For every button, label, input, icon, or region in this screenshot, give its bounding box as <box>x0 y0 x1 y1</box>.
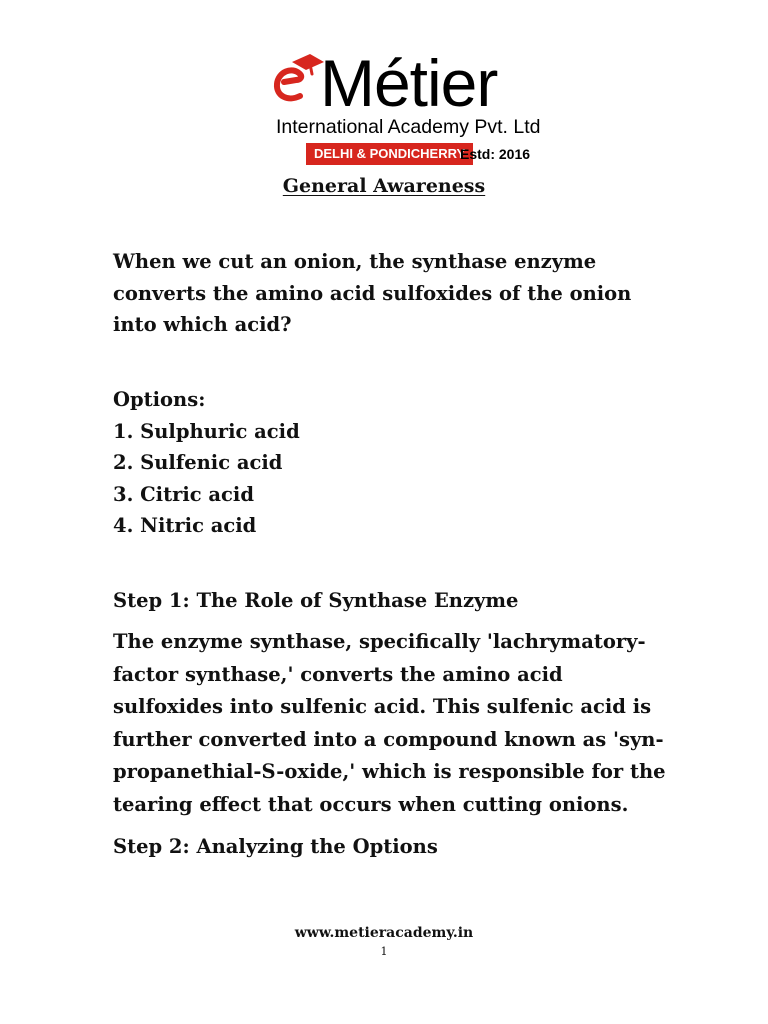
footer-url: www.metieracademy.in <box>294 925 474 941</box>
question-text: When we cut an onion, the synthase enzyme converts the amino acid sulfoxides of the onion into which acid? <box>113 250 632 336</box>
location-badge: DELHI & PONDICHERRY <box>306 143 473 165</box>
page-number: 1 <box>380 945 388 958</box>
option-item: 3. Citric acid <box>113 482 254 506</box>
logo-name: Métier <box>320 46 498 120</box>
subject-heading <box>0 172 768 200</box>
option-item: 4. Nitric acid <box>113 514 257 537</box>
options-list <box>113 384 673 542</box>
step-1-title: Step 1: The Role of Synthase Enzyme <box>113 589 519 612</box>
option-item: 2. Sulfenic acid <box>113 451 283 474</box>
options-heading: Options: <box>113 388 206 411</box>
academy-logo <box>270 48 570 168</box>
logo-subtitle: International Academy Pvt. Ltd <box>276 116 541 138</box>
option-item: 1. Sulphuric acid <box>113 419 300 443</box>
subject-heading-text: General Awareness <box>282 175 486 197</box>
established-year: Estd: 2016 <box>460 146 531 162</box>
step-2-title: Step 2: Analyzing the Options <box>113 835 438 858</box>
e-with-graduation-cap-icon <box>270 52 326 112</box>
step-1-body: The enzyme synthase, specifically 'lachrymatory-factor synthase,' converts the amino acid sulfoxides into sulfenic acid. This sulfenic acid is further converted into a compound known as 'syn-propanethial-S-oxide,' which is responsible for the tearing effect that occurs when cutting onions. <box>113 630 666 816</box>
